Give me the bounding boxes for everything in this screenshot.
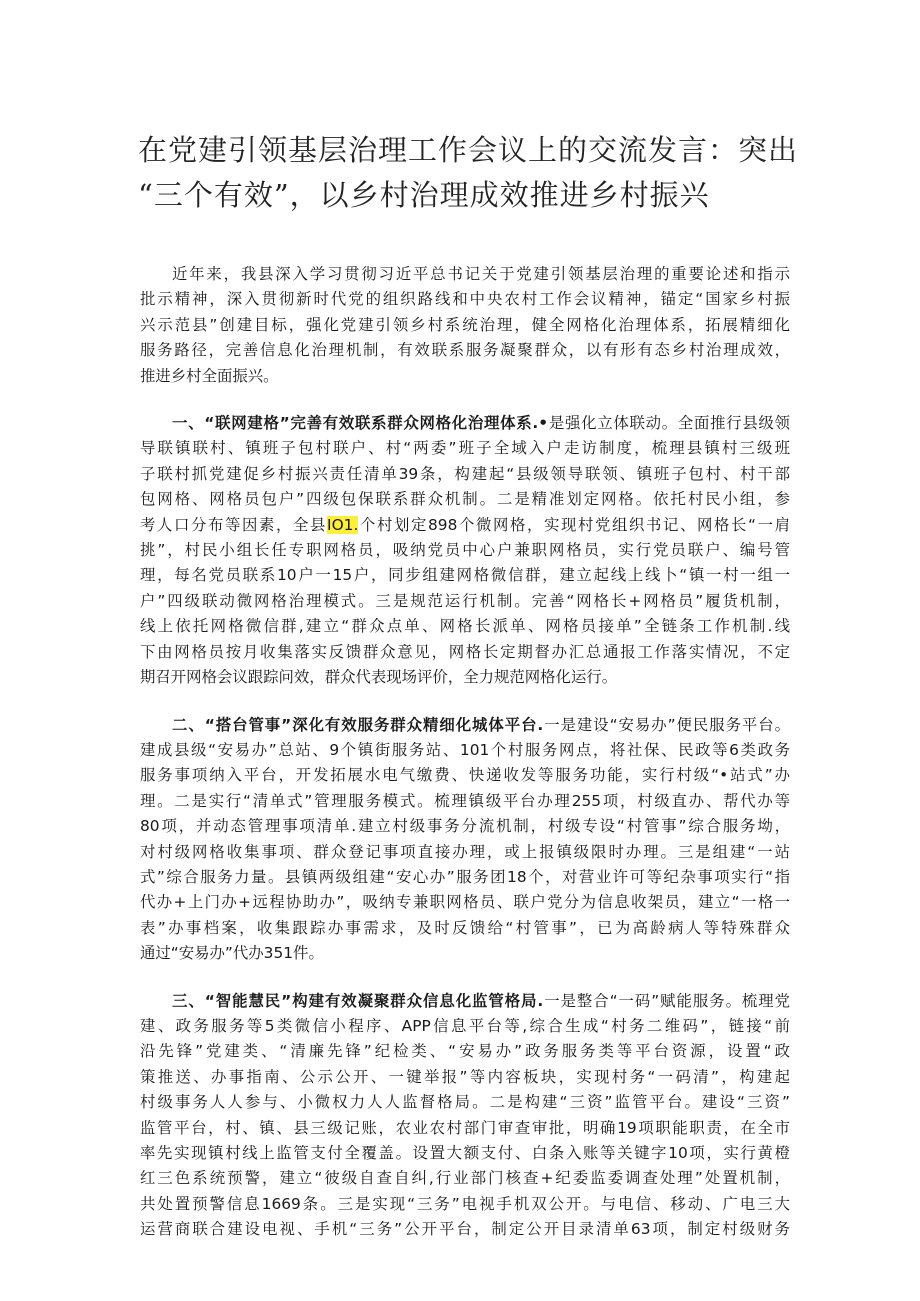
text-line: 建、政务服务等5类微信小程序、APP信息平台等,综合生成“村务二维码”，链接“前 — [140, 1016, 790, 1035]
text-line — [140, 989, 790, 1014]
document-title — [138, 128, 798, 218]
text-line: 挑”，村民小组长任专职网格员，吸纳党员中心户兼职网格员，实行党员联户、编号管 — [140, 541, 790, 560]
text-span: 一是建设“安易办”便民服务平台。 — [543, 715, 790, 734]
text-line: 子联村抓党建促乡村振兴责任清单39条，构建起“县级领导联领、镇班子包村、村干部 — [140, 464, 790, 483]
text-line: 线上依托网格微信群,建立“群众点单、网格长派单、网格员接单”全链条工作机制.线 — [140, 617, 790, 636]
text-line: 期召开网格会议跟踪问效，群众代表现场评价，全力规范网格化运行。 — [140, 668, 618, 687]
text-line: 服务事项纳入平台，开发拓展水电气缴费、快递收发等服务功能，实行村级“•站式”办 — [140, 766, 790, 785]
text-line: 代办+上门办+远程协助办”，吸纳专兼职网格员、联户党分为信息收架员，建立“一格一 — [140, 893, 790, 912]
text-line: 率先实现镇村线上监管支付全覆盖。设置大额支付、白条入账等关键字10项，实行黄橙 — [140, 1144, 790, 1162]
section-heading: 一、“联网建格”完善有效联系群众网格化治理体系.• — [172, 414, 549, 433]
text-line: 共处置预警信息1669条。三是实现“三务”电视手机双公开。与电信、移动、广电三大 — [140, 1194, 790, 1213]
paragraph-section-2 — [140, 713, 790, 967]
text-line: 表”办事档案，收集跟踪办事需求，及时反馈给“村管事”，已为高龄病人等特殊群众 — [140, 918, 790, 937]
text-line: 户”四级联动微网格治理模式。三是规范运行机制。完善“网格长+网格员”履货机制， — [140, 591, 790, 610]
text-line: 理。二是实行“清单式”管理服务模式。梳理镇级平台办理255项，村级直办、帮代办等 — [140, 791, 790, 810]
text-line: 推进乡村全面振兴。 — [140, 366, 279, 385]
paragraph-intro — [140, 262, 790, 389]
paragraph-section-3 — [140, 989, 790, 1243]
text-line: 近年来，我县深入学习贯彻习近平总书记关于党建引领基层治理的重要论述和指示 — [172, 265, 790, 283]
text-line: 建成县级“安易办”总站、9个镇街服务站、101个村服务网点，将社保、民政等6类政务 — [140, 740, 790, 759]
text-line: 通过“安易办”代办351件。 — [140, 944, 324, 963]
text-span: 个村划定898个微网格，实现村党组织书记、网格长“一肩 — [358, 515, 790, 534]
text-line: 红三色系统预警，建立“彼级自查自纠,行业部门核查+纪委监委调查处理”处置机制， — [140, 1169, 790, 1188]
text-line — [140, 411, 790, 436]
text-line — [140, 713, 790, 738]
text-span: 一是整合“一码”赋能服务。梳理党 — [543, 991, 790, 1010]
text-line: 沿先锋”党建类、“清廉先锋”纪检类、“安易办”政务服务类等平台资源，设置“政 — [140, 1042, 790, 1061]
text-line: 村级事务人人参与、小微权力人人监督格局。二是构建“三资”监管平台。建设“三资” — [140, 1093, 790, 1112]
text-span: 考人口分布等因素，全县 — [140, 515, 328, 534]
text-line — [140, 513, 790, 538]
document-body — [140, 262, 790, 1265]
text-line: 监管平台，村、镇、县三级记账，农业农村部门审查审批，明确19项职能职责，在全市 — [140, 1118, 790, 1137]
text-line: 包网格、网格员包户”四级包保联系群众机制。二是精准划定网格。依托村民小组，参 — [140, 490, 790, 509]
text-line: 80项，并动态管理事项清单.建立村级事务分流机制，村级专设“村管事”综合服务坳， — [140, 817, 790, 836]
paragraph-section-1 — [140, 411, 790, 690]
text-line: 式”综合服务力量。县镇两级组建“安心办”服务团18个，对营业许可等纪杂事项实行“指 — [140, 867, 790, 886]
section-heading: 三、“智能慧民”构建有效凝聚群众信息化监管格局. — [172, 991, 544, 1010]
text-line: 下由网格员按月收集落实反馈群众意见，网格长定期督办汇总通报工作落实情况，不定 — [140, 642, 790, 661]
text-line: 运营商联合建设电视、手机“三务”公开平台，制定公开目录清单63项，制定村级财务 — [140, 1220, 790, 1239]
section-heading: 二、“搭台管事”深化有效服务群众精细化城体平台. — [172, 715, 544, 734]
text-line: 对村级网格收集事项、群众登记事项直接办理，或上报镇级限时办理。三是组建“一站 — [140, 842, 790, 861]
text-line: 理，每名党员联系10户一15户，同步组建网格微信群，建立起线上线卜“镇一村一组一 — [140, 566, 790, 585]
text-line: 兴示范县”创建目标，强化党建引领乡村系统治理，健全网格化治理体系，拓展精细化 — [140, 315, 790, 334]
text-line: 策推送、办事指南、公示公开、一键举报”等内容板块，实现村务“一码清”，构建起 — [140, 1067, 790, 1086]
text-line: 批示精神，深入贯彻新时代党的组织路线和中央农村工作会议精神，锚定“国家乡村振 — [140, 290, 790, 309]
title-line-2: “三个有效”，以乡村治理成效推进乡村振兴 — [138, 178, 710, 212]
text-line: 导联镇联村、镇班子包村联户、村“两委”班子全域入户走访制度，梳理县镇村三级班 — [140, 439, 790, 458]
text-line: 服务路径，完善信息化治理机制，有效联系服务凝聚群众，以有形有态乡村治理成效， — [140, 341, 790, 360]
highlighted-text: IO1. — [327, 515, 359, 534]
text-span: 是强化立体联动。全面推行县级领 — [548, 414, 790, 433]
title-line-1: 在党建引领基层治理工作会议上的交流发言：突出 — [138, 133, 799, 167]
